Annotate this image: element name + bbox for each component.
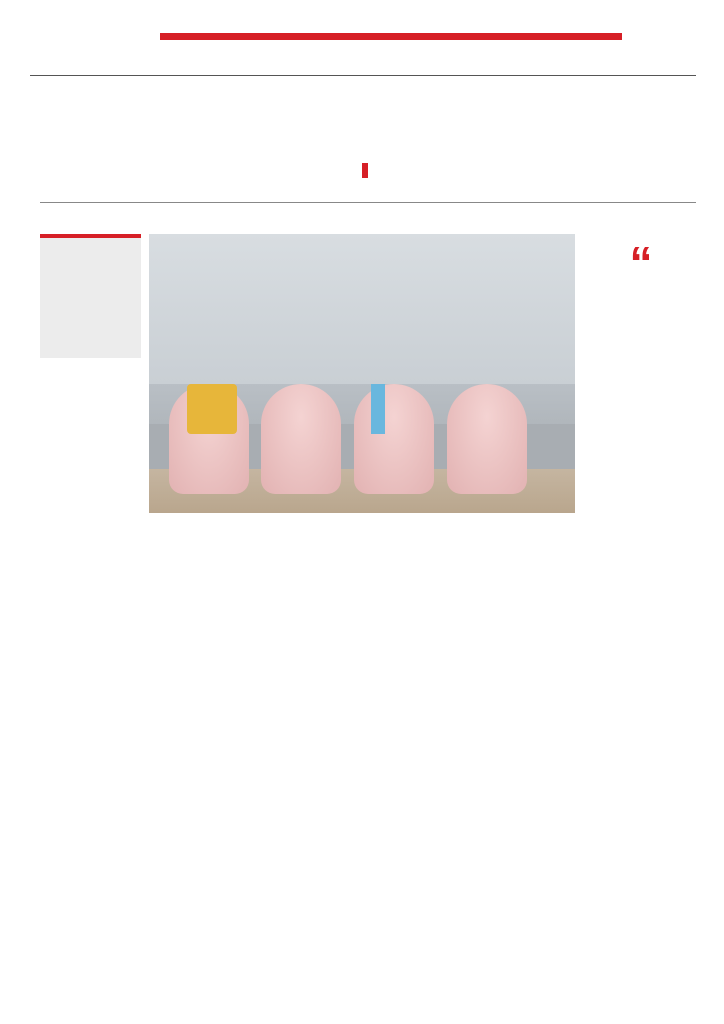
- article-deck: [40, 162, 690, 180]
- section-bar: [160, 33, 622, 40]
- body-column-3: [288, 539, 420, 545]
- pig-image: [261, 384, 341, 494]
- blue-scarf: [371, 384, 385, 434]
- pull-quote: [582, 237, 700, 289]
- series-box: [40, 234, 141, 358]
- header-divider: [30, 75, 696, 76]
- pig-image: [354, 384, 434, 494]
- article-kicker: [362, 163, 368, 178]
- yellow-scarf: [187, 384, 237, 434]
- finish-sign: [149, 234, 575, 384]
- body-column-1: [40, 386, 141, 388]
- pig-image: [447, 384, 527, 494]
- main-photo: [149, 234, 575, 513]
- quote-mark-icon: “: [629, 237, 653, 289]
- deck-divider: [40, 202, 696, 203]
